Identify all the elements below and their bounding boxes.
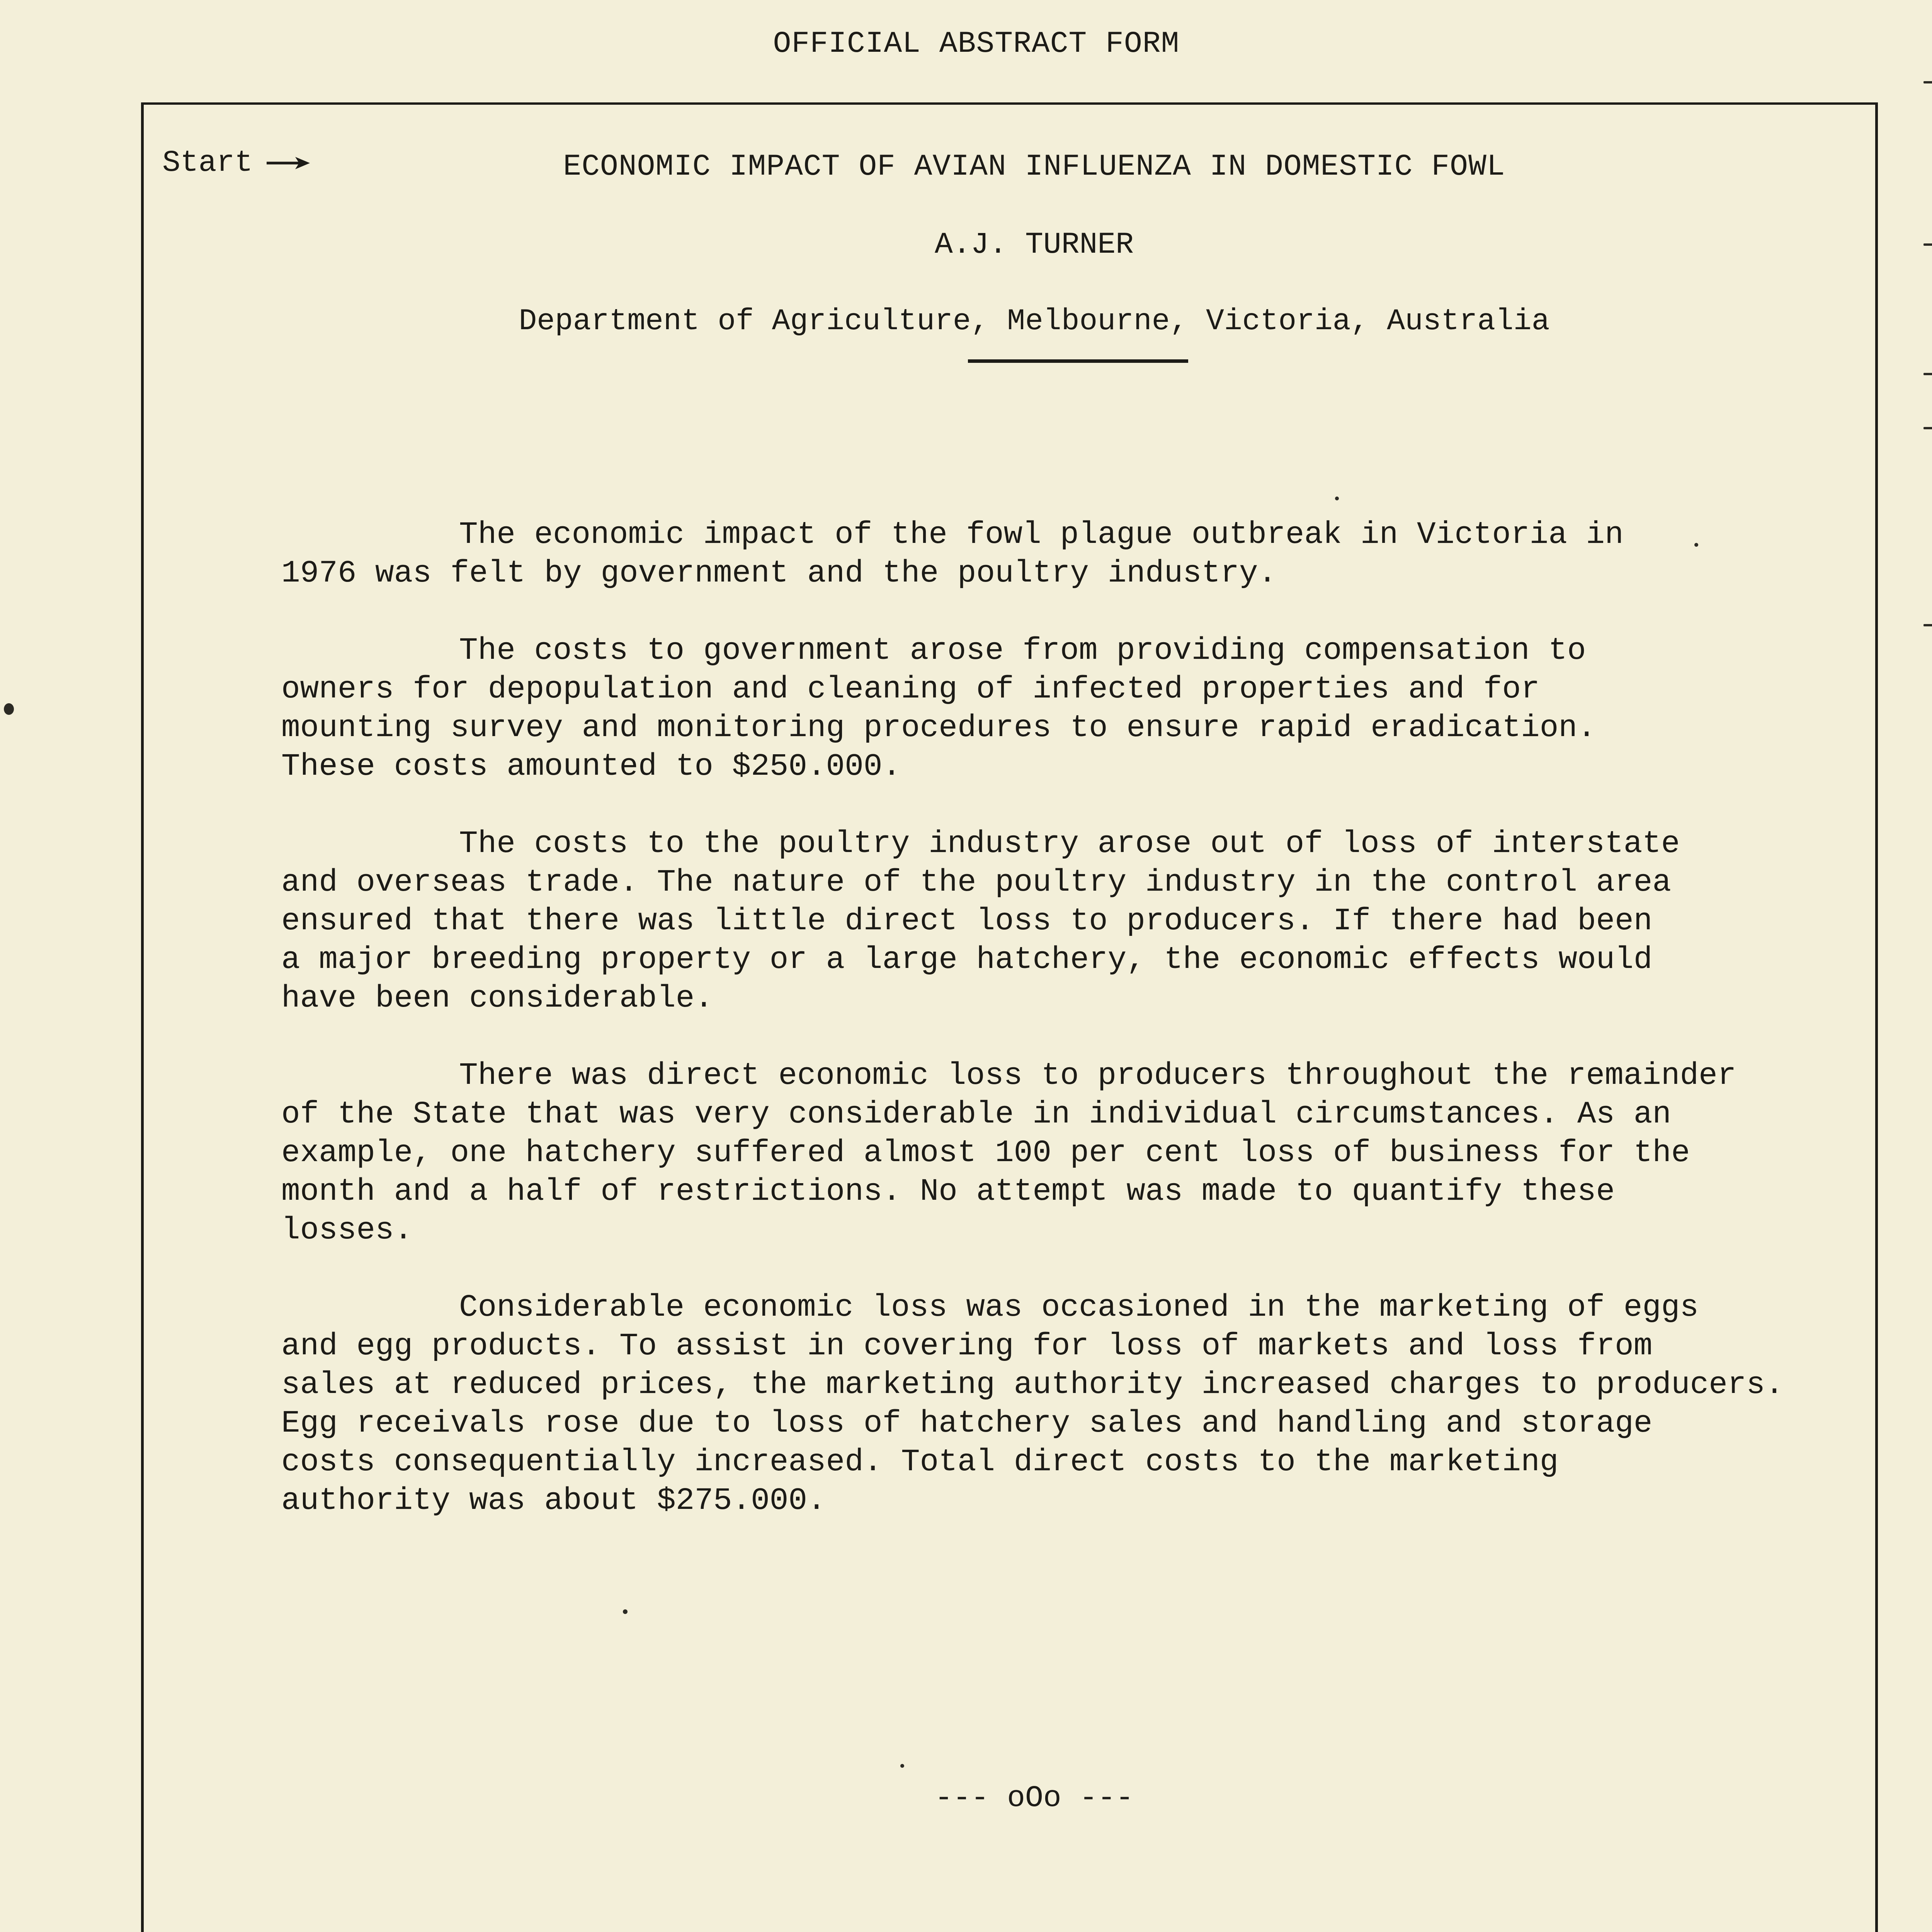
paragraph: Considerable economic loss was occasioned in the marketing of eggs and egg products. To assist in covering for loss of markets and loss from sales at reduced prices, the marketing authority increased charges to producers. Egg receivals rose due to loss of hatchery sales and handling and storage costs consequentially increased. Total direct costs to the marketing authority was about $275.000.	[281, 1290, 1784, 1519]
paper-speck	[1923, 81, 1932, 83]
paragraph: The economic impact of the fowl plague outbreak in Victoria in 1976 was felt by government and the poultry industry.	[281, 517, 1624, 591]
paper-speck	[4, 703, 14, 715]
paper-speck	[623, 1609, 628, 1614]
paper-speck	[1923, 624, 1932, 626]
paper-speck	[1923, 427, 1932, 429]
paper-speck	[1923, 373, 1932, 375]
form-heading: OFFICIAL ABSTRACT FORM	[773, 27, 1180, 61]
paper-speck	[900, 1764, 904, 1768]
paper-speck	[1694, 543, 1698, 547]
end-mark: --- oOo ---	[935, 1781, 1134, 1815]
abstract-body	[281, 516, 1858, 1559]
paper-speck	[1335, 497, 1339, 500]
author-affiliation: Department of Agriculture, Melbourne, Victoria, Australia	[519, 304, 1550, 338]
title-rule	[968, 359, 1188, 363]
abstract-title: ECONOMIC IMPACT OF AVIAN INFLUENZA IN DOMESTIC FOWL	[563, 150, 1505, 184]
author-name: A.J. TURNER	[935, 228, 1134, 262]
paragraph: There was direct economic loss to producers throughout the remainder of the State that was very considerable in individual circumstances. As an example, one hatchery suffered almost 100 per cent loss of business for the month and a half of restrictions. No attempt was made to quantify these losses.	[281, 1058, 1736, 1248]
paragraph: The costs to the poultry industry arose out of loss of interstate and overseas trade. The nature of the poultry industry in the control area ensured that there was little direct loss to producers. If there had been a major breeding property or a large hatchery, the economic effects would have been considerable.	[281, 827, 1680, 1016]
start-label: Start	[162, 146, 253, 180]
paragraph: The costs to government arose from providing compensation to owners for depopulation and cleaning of infected properties and for mounting survey and monitoring procedures to ensure rapid eradication. These costs amounted to $250.000.	[281, 633, 1596, 784]
paper-speck	[1923, 243, 1932, 246]
